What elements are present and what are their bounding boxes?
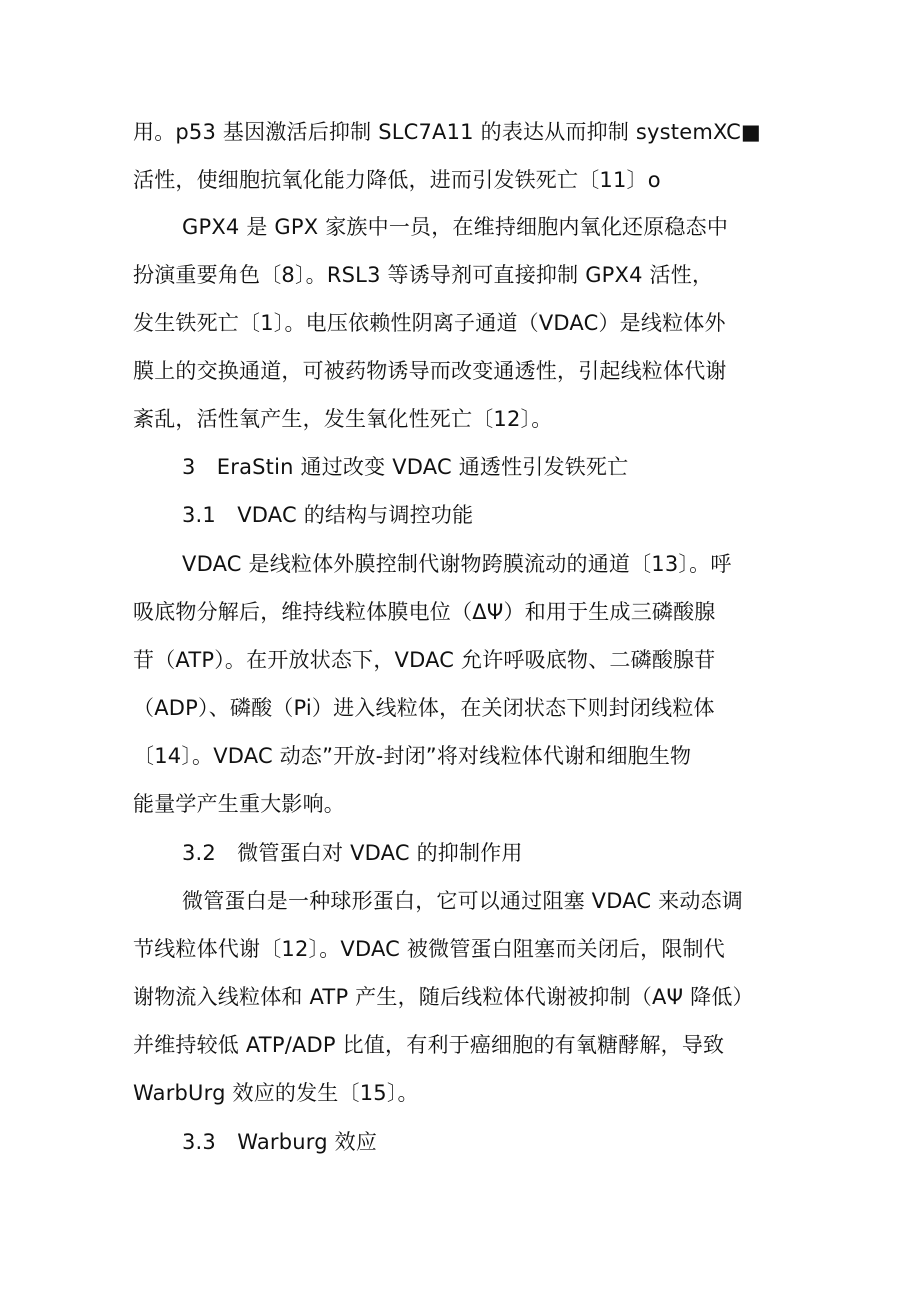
subsection-heading-3-3: 3.3 Warburg 效应 <box>182 1130 378 1154</box>
text-line-12: 苷（ATP）。在开放状态下，VDAC 允许呼吸底物、二磷酸腺苷 <box>133 648 716 672</box>
text-line-1: 用。p53 基因激活后抑制 SLC7A11 的表达从而抑制 systemXC■ <box>133 120 761 144</box>
paragraph-gpx4-start: GPX4 是 GPX 家族中一员，在维持细胞内氧化还原稳态中 <box>182 215 729 239</box>
text-line-21: WarbUrg 效应的发生〔15〕。 <box>133 1081 419 1105</box>
text-line-11: 吸底物分解后，维持线粒体膜电位（ΔΨ）和用于生成三磷酸腺 <box>133 600 716 624</box>
text-line-20: 并维持较低 ATP/ADP 比值，有利于癌细胞的有氧糖酵解，导致 <box>133 1033 725 1057</box>
text-line-6: 膜上的交换通道，可被药物诱导而改变通透性，引起线粒体代谢 <box>133 359 727 383</box>
section-heading-3: 3 EraStin 通过改变 VDAC 通透性引发铁死亡 <box>182 455 629 479</box>
text-line-13: （ADP）、磷酸（Pi）进入线粒体，在关闭状态下则封闭线粒体 <box>133 696 715 720</box>
subsection-heading-3-1: 3.1 VDAC 的结构与调控功能 <box>182 503 474 527</box>
text-line-14: 〔14〕。VDAC 动态”开放-封闭”将对线粒体代谢和细胞生物 <box>133 744 692 768</box>
text-line-7: 紊乱，活性氧产生，发生氧化性死亡〔12〕。 <box>133 407 553 431</box>
text-line-5: 发生铁死亡〔1〕。电压依赖性阴离子通道（VDAC）是线粒体外 <box>133 311 726 335</box>
text-line-18: 节线粒体代谢〔12〕。VDAC 被微管蛋白阻塞而关闭后，限制代 <box>133 937 725 961</box>
text-line-2: 活性，使细胞抗氧化能力降低，进而引发铁死亡〔11〕o <box>133 168 661 192</box>
subsection-heading-3-2: 3.2 微管蛋白对 VDAC 的抑制作用 <box>182 841 523 865</box>
text-line-19: 谢物流入线粒体和 ATP 产生，随后线粒体代谢被抑制（AΨ 降低） <box>133 985 754 1009</box>
paragraph-vdac-start: VDAC 是线粒体外膜控制代谢物跨膜流动的通道〔13〕。呼 <box>182 552 732 576</box>
text-line-4: 扮演重要角色〔8〕。RSL3 等诱导剂可直接抑制 GPX4 活性， <box>133 263 714 287</box>
text-line-15: 能量学产生重大影响。 <box>133 792 345 816</box>
paragraph-tubulin-start: 微管蛋白是一种球形蛋白，它可以通过阻塞 VDAC 来动态调 <box>182 889 743 913</box>
